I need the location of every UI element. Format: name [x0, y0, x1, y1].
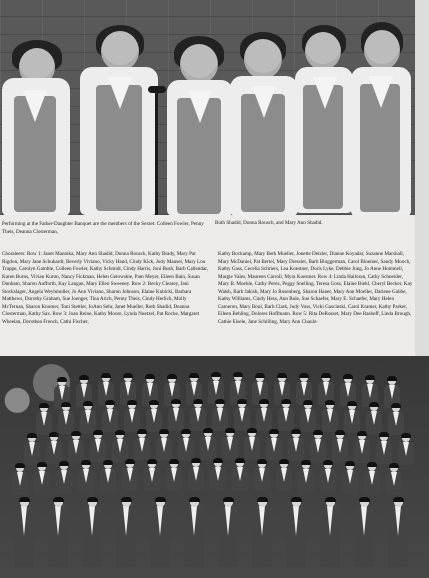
choir-member	[112, 431, 128, 462]
choir-member	[366, 403, 382, 434]
choir-member	[344, 402, 360, 433]
choir-member	[178, 430, 194, 461]
choir-member	[134, 430, 150, 461]
choir-member	[364, 463, 380, 494]
choir-member	[34, 463, 50, 494]
choir-member	[78, 461, 94, 492]
sextet-member	[165, 36, 235, 215]
microphone-stand	[155, 90, 158, 215]
sextet-caption-right: Ruth Shadid, Donna Rousch, and Mary Ann Shadid.	[215, 220, 323, 226]
choir-member	[376, 433, 392, 464]
choir-member	[244, 429, 260, 460]
choir-member	[210, 459, 226, 490]
choir-member	[168, 400, 184, 431]
sextet-member	[351, 22, 411, 215]
choir-member	[276, 460, 292, 491]
choir-member	[218, 498, 238, 568]
choir-member	[80, 402, 96, 433]
choir-member	[300, 401, 316, 432]
choraleers-photo	[0, 356, 429, 578]
choir-member	[90, 431, 106, 462]
choir-member	[234, 400, 250, 431]
choir-member	[354, 432, 370, 463]
sextet-photo	[0, 0, 415, 215]
choir-member	[320, 461, 336, 492]
choir-member	[190, 400, 206, 431]
choir-member	[14, 498, 34, 568]
choir-member	[322, 401, 338, 432]
choir-member	[116, 498, 136, 568]
choir-member	[56, 462, 72, 493]
choir-member	[200, 429, 216, 460]
choir-member	[288, 430, 304, 461]
sextet-member	[80, 25, 160, 215]
choir-member	[256, 400, 272, 431]
choir-member	[122, 460, 138, 491]
choir-member	[46, 433, 62, 464]
choir-member	[24, 434, 40, 465]
choir-member	[36, 404, 52, 435]
choir-member	[310, 431, 326, 462]
choir-member	[286, 498, 306, 568]
choir-member	[184, 498, 204, 568]
choir-member	[146, 401, 162, 432]
sextet-caption-left: Performing at the Father-Daughter Banquet are the members of the Sextet: Colleen Fowler, Penny Theis, Deanna Closterman,	[2, 221, 204, 235]
choir-member	[222, 429, 238, 460]
choir-member	[298, 461, 314, 492]
choraleers-roster-left: Choraleers: Row 1: Janet Mannika, Mary Ann Shadid, Donna Rousch, Kathy Brady, Mary Pat Rigdon, Mary Jane Schuhardt, Beverly Viviano, Vicky Hand, Cindy Kick, Judy Mauser, Mary Lou Trappe, Carolyn Gamble, Colleen Fowler, Kathy Schmidt, Cindy Harris, Joni Bush, Barb Callendar, Karen Burns, Vivian Kuron, Nancy Fickman, Helen Getowskie, Pam Meyer, Eileen Bain, Susan Dunham, Sharon Aufforth, Kay Langan, Mary Ellen Sweeney. Row 2: Becky Clearey, Jani Stockslager, Angela Weyhmuller, Jo Ann Viviano, Sharon Johnson, Elaine Kubicki, Barbara Matthews, Dorothy Graham, Sue Joenger, Tina Arich, Penny Theis, Cindy Herlich, Molly McTernan, Sharon Knotner, Toni Stettler, JoAnn Sehr, Janet Mueller, Ruth Shadid, Deanna Closterman, Kathy Sax. Row 3: Joan Reine, Kathy Moore, Lynda Nuetzel, Pat Roche, Margaret Wheelan, Dorothea French, Cathi Fischer,	[2, 251, 208, 325]
choir-member	[266, 430, 282, 461]
choir-member	[82, 498, 102, 568]
choir-member	[124, 401, 140, 432]
choir-member	[102, 401, 118, 432]
sextet-member	[228, 32, 300, 215]
choraleers-roster-right: Kathy Bockamp, Mary Beth Mueller, Jonette Detzler, Dianne Koyadar, Suzanne Marshall, Mary McDaniel, Pat Bertel, Mary Dressler, Barb Bloggerman, Carol Bloemer, Sandy Mooch, Kathy Gass, Cecelia Schriers, Lea Koestner, Doris Lyke, Debbie Jung, Jo Anne Hommell, Margie Vales, Maureen Carroll, Myra Koestner. Row 4: Linda Halloran, Cathy Schneider, Mary B. Moehle, Cathy Perez, Peggy Snelling, Teresa Goss, Elaine Biehl, Cheryl Becker, Kay Walsh, Barb Jakish, Mary Jo Rosenberg, Sharon Haner, Mary Ann Moeller, Darlene Gabbe, Kathy Williams, Cindy Hess, Ann Rule, Sue Schaefer, Mary E. Schaefer, Mary Helen Cameron, Mary Boul, Barb Clark, Judy Voss, Vicki Gascinski, Carol Kramer, Kathy Parker, Eileen Behling, Dolores Hoffmann. Row 5: Rita DeRosset, Mary Dee Rasheff, Linda Brough, Cathie Eisele, Jane Schilling, Mary Ann Chaulz-	[218, 251, 413, 325]
choir-member	[48, 498, 68, 568]
choir-member	[58, 403, 74, 434]
choir-member	[398, 434, 414, 465]
choir-member	[232, 459, 248, 490]
choir-member	[188, 459, 204, 490]
choir-member	[332, 431, 348, 462]
choir-member	[320, 498, 340, 568]
choir-member	[354, 498, 374, 568]
choir-member	[156, 430, 172, 461]
choir-member	[252, 498, 272, 568]
choir-member	[166, 460, 182, 491]
choir-member	[212, 400, 228, 431]
choir-member	[100, 461, 116, 492]
choir-member	[388, 404, 404, 435]
choir-member	[342, 462, 358, 493]
microphone	[148, 86, 166, 93]
choir-member	[68, 432, 84, 463]
choir-member	[388, 498, 408, 568]
page-margin	[415, 0, 429, 356]
choir-member	[278, 400, 294, 431]
sextet-member	[2, 40, 70, 215]
sextet-member	[295, 25, 353, 215]
choir-member	[254, 460, 270, 491]
choir-member	[144, 460, 160, 491]
choir-member	[12, 464, 28, 495]
choir-member	[150, 498, 170, 568]
choir-member	[386, 464, 402, 495]
